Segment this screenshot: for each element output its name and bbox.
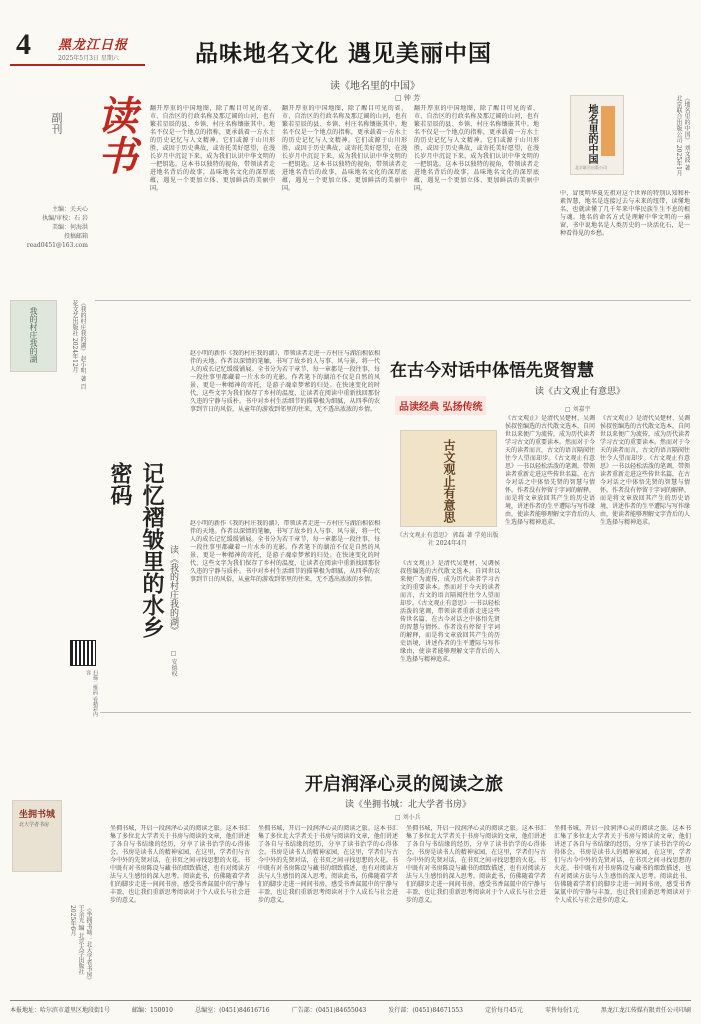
book-cover-top: [570, 95, 624, 175]
ad-title: 品读经典 弘扬传统: [395, 396, 486, 415]
bottom-caption-text: 《坐拥书城：北大学者书房》 王余光 编 北京大学出版社 2025年6月: [69, 905, 92, 983]
book-cover-mid: [400, 430, 497, 527]
big-label: 读书: [91, 95, 138, 175]
banner-subhead: 读《地名里的中国》: [330, 81, 420, 92]
section-big-label: [78, 95, 138, 175]
footer-price: 定价每月45元: [485, 1007, 523, 1014]
left-subtitle-text: 读《我的村庄我的湖》: [168, 545, 178, 635]
qr-caption: [68, 670, 98, 720]
left-caption-text: 《我的村庄我的湖》 赵小明 著 百花文艺出版社 2024年12月: [71, 300, 86, 390]
left-byline-text: □ 安德权: [170, 650, 177, 677]
date: 2025年5月3日: [58, 55, 99, 62]
bottom-article-title: 开启润泽心灵的阅读之旅: [305, 774, 503, 795]
issue-date: [58, 53, 119, 62]
book-cover-bottom: [12, 800, 62, 872]
masthead-rule: [10, 64, 145, 66]
bottom-article-subtitle: 读《坐拥书城：北大学者书房》: [345, 800, 472, 810]
bottom-cover-title: 坐拥书城: [19, 810, 56, 820]
section-sub-label: [50, 112, 64, 134]
cover-title: 地名里的中国: [586, 104, 597, 164]
banner-byline: □ 钟 芳: [395, 94, 421, 102]
cover-caption-top: [630, 95, 690, 177]
mid-cover-title: 古文观止有意思: [442, 439, 456, 523]
bottom-article-body-3: 坐拥书城，开启一段润泽心灵的阅读之旅。这本书汇集了多位北大学者关于书房与阅读的文章，他们讲述了各自与书结缘的经历，分享了读书治学的心得体会。书房是读书人的精神家园，在这里，学者们与古今中外的先贤对话，在书页之间寻找思想的火花。书中既有对书房陈设与藏书的细致描述，也有对阅读方法与人生感悟的深入思考。阅读此书，仿佛随着学者们的脚步走进一间间书房，感受书香氤氲中的宁静与丰盈，也让我们重新思考阅读对于个人成长与社会进步的意义。: [406, 825, 546, 904]
sub-label: 副刊: [50, 112, 63, 134]
left-title-text: 记忆褶皱里的水乡密码: [107, 462, 165, 638]
weekday: 星期六: [100, 55, 119, 62]
bottom-article-body: 坐拥书城，开启一段润泽心灵的阅读之旅。这本书汇集了多位北大学者关于书房与阅读的文章，他们讲述了各自与书结缘的经历，分享了读书治学的心得体会。书房是读书人的精神家园，在这里，学者们与古今中外的先贤对话，在书页之间寻找思想的火花。书中既有对书房陈设与藏书的细致描述，也有对阅读方法与人生感悟的深入思考。阅读此书，仿佛随着学者们的脚步走进一间间书房，感受书香氤氲中的宁静与丰盈，也让我们重新思考阅读对于个人成长与社会进步的意义。: [110, 825, 250, 904]
editor-line: 主编：关天心: [51, 206, 88, 213]
editor-info: [8, 205, 88, 250]
mid-article-body-2: 《古文观止》是清代吴楚材、吴调侯叔侄编选的古代散文选本，自问世以来便广为流传，成为历代读者学习古文的重要读本。然而对于今天的读者而言，古文的语言隔阂往往令人望而却步。《古文观止有意思》一书以轻松活泼的笔调，带领读者重新走进这些传世名篇，在古今对话之中体悟先贤的智慧与情怀。作者没有停留于字词的解释，而是将文章放回其产生的历史语境，讲述作者的生平遭际与写作缘由，使读者能够理解文字背后的人生选择与精神追求。: [505, 415, 595, 526]
footer-rule: [10, 1000, 691, 1001]
footer-postcode: 邮编：150010: [132, 1007, 173, 1014]
mid-article-subtitle: 读《古文观止有意思》: [535, 387, 626, 397]
left-article-byline: [166, 650, 178, 677]
footer: [10, 1005, 691, 1014]
editor-line: 投稿邮箱: [63, 233, 88, 240]
divider-mid: [100, 712, 691, 713]
cover-publisher: 北京联合出版公司: [575, 165, 607, 170]
left-article-body: 赵小明的新作《我的村庄我的湖》，带领读者走进一方村庄与湖泊相依相伴的天地。作者以深情的笔触，书写了故乡的人与事、风与景，将一代人的成长记忆缓缓铺展。全书分为若干章节，每一章都是一段往事，每一段往事里都藏着一片水乡的光影。作者笔下的湖泊不仅是自然的风景，更是一种精神的寄托，是游子魂牵梦萦的归处。在快速变化的时代，这些文字为我们保存了乡村的温度，让读者在阅读中重新找回那份久违的宁静与质朴。书中对乡村生活细节的描摹极为细腻，从四季的农事到节日的风俗，从童年的游戏到邻里的往来，无不透出浓浓的乡情。: [190, 350, 380, 413]
banner-body-col2: 翻开厚重的中国地图，除了醒目可见的省、市、自治区的行政名称及那辽阔的山河，也有繁若星辰的县、乡镇、村庄名称镶嵌其中。地名不仅是一个地点的指称，更承载着一方水土的历史记忆与人文精神。它们或源于山川形胜，或因于历史典故，或寄托美好愿望，在漫长岁月中沉淀下来，成为我们认识中华文明的一把钥匙。这本书以独特的视角，带领读者走进地名背后的故事，品味地名文化的深厚底蕴，遇见一个更加立体、更加鲜活的美丽中国。: [282, 105, 407, 192]
cover-caption-text: 《地名里的中国》 刘文波 著 北京联合出版公司 2025年1月: [675, 95, 690, 176]
editor-line: 执编/审校：石 岩: [42, 215, 88, 222]
mid-article-byline: □ 刘嘉宇: [565, 406, 591, 413]
editor-line: read0451@163.com: [26, 242, 88, 249]
left-article-title: [100, 462, 168, 642]
page-number: 4: [16, 28, 31, 61]
divider-top: [95, 300, 691, 301]
bottom-article-body-2: 坐拥书城，开启一段润泽心灵的阅读之旅。这本书汇集了多位北大学者关于书房与阅读的文章，他们讲述了各自与书结缘的经历，分享了读书治学的心得体会。书房是读书人的精神家园，在这里，学者们与古今中外的先贤对话，在书页之间寻找思想的火花。书中既有对书房陈设与藏书的细致描述，也有对阅读方法与人生感悟的深入思考。阅读此书，仿佛随着学者们的脚步走进一间间书房，感受书香氤氲中的宁静与丰盈，也让我们重新思考阅读对于个人成长与社会进步的意义。: [258, 825, 398, 904]
editor-line: 美编：何海洪: [51, 224, 88, 231]
qr-code[interactable]: [70, 640, 96, 666]
left-article-body-2: 赵小明的新作《我的村庄我的湖》，带领读者走进一方村庄与湖泊相依相伴的天地。作者以深情的笔触，书写了故乡的人与事、风与景，将一代人的成长记忆缓缓铺展。全书分为若干章节，每一章都是一段往事，每一段往事里都藏着一片水乡的光影。作者笔下的湖泊不仅是自然的风景，更是一种精神的寄托，是游子魂牵梦萦的归处。在快速变化的时代，这些文字为我们保存了乡村的温度，让读者在阅读中重新找回那份久违的宁静与质朴。书中对乡村生活细节的描摹极为细腻，从四季的农事到节日的风俗，从童年的游戏到邻里的往来，无不透出浓浓的乡情。: [190, 520, 380, 583]
footer-address: 本报地址：哈尔滨市道里区地段街1号: [10, 1007, 110, 1014]
cover-accent: [601, 106, 615, 156]
left-article-subtitle: [166, 545, 180, 645]
footer-editorial-phone: 总编室：(0451)84616716: [195, 1007, 270, 1014]
footer-ad-phone: 广告部：(0451)84655043: [291, 1007, 367, 1014]
qr-caption-text: 扫描二维码 看精彩内容: [85, 670, 98, 717]
book-cover-left: [10, 300, 57, 372]
footer-retail: 零售每份1元: [544, 1007, 579, 1014]
bottom-article-byline: □ 刘小兵: [395, 814, 421, 821]
mid-article-body-3: 《古文观止》是清代吴楚材、吴调侯叔侄编选的古代散文选本，自问世以来便广为流传，成为历代读者学习古文的重要读本。然而对于今天的读者而言，古文的语言隔阂往往令人望而却步。《古文观止有意思》一书以轻松活泼的笔调，带领读者重新走进这些传世名篇，在古今对话之中体悟先贤的智慧与情怀。作者没有停留于字词的解释，而是将文章放回其产生的历史语境，讲述作者的生平遭际与写作缘由，使读者能够理解文字背后的人生选择与精神追求。: [600, 415, 690, 526]
banner-headline: 品味地名文化 遇见美丽中国: [195, 41, 493, 67]
right-column-text: 中，冒度明华夏先祖对这个世界的特别认知和朴素智慧，地名是连接过去与未来的纽带，读懂地名，也就读懂了几千年来中华民族生生不息的根与魂。地名的命名方式是理解中华文明的一扇窗，书中说地名是人类历史的一块活化石，是一种看得见的乡愁。: [560, 190, 690, 237]
bottom-cover-subtitle: 北大学者书房: [19, 822, 50, 828]
mid-cover-caption: 《古文观止有意思》 郭磊 著 学苑出版社 2024年4月: [396, 532, 499, 547]
mid-article-title: 在古今对话中体悟先贤智慧: [390, 361, 594, 381]
mid-article-body: 《古文观止》是清代吴楚材、吴调侯叔侄编选的古代散文选本，自问世以来便广为流传，成为历代读者学习古文的重要读本。然而对于今天的读者而言，古文的语言隔阂往往令人望而却步。《古文观止有意思》一书以轻松活泼的笔调，带领读者重新走进这些传世名篇，在古今对话之中体悟先贤的智慧与情怀。作者没有停留于字词的解释，而是将文章放回其产生的历史语境，讲述作者的生平遭际与写作缘由，使读者能够理解文字背后的人生选择与精神追求。: [400, 560, 500, 663]
bottom-article-body-4: 坐拥书城，开启一段润泽心灵的阅读之旅。这本书汇集了多位北大学者关于书房与阅读的文章，他们讲述了各自与书结缘的经历，分享了读书治学的心得体会。书房是读书人的精神家园，在这里，学者们与古今中外的先贤对话，在书页之间寻找思想的火花。书中既有对书房陈设与藏书的细致描述，也有对阅读方法与人生感悟的深入思考。阅读此书，仿佛随着学者们的脚步走进一间间书房，感受书香氤氲中的宁静与丰盈，也让我们重新思考阅读对于个人成长与社会进步的意义。: [554, 825, 691, 904]
bottom-cover-caption: [66, 905, 92, 990]
left-cover-title: 我的村庄我的湖: [29, 307, 38, 363]
paper-name: 黑龙江日报: [58, 38, 129, 53]
banner-body-col3: 翻开厚重的中国地图，除了醒目可见的省、市、自治区的行政名称及那辽阔的山河，也有繁若星辰的县、乡镇、村庄名称镶嵌其中。地名不仅是一个地点的指称，更承载着一方水土的历史记忆与人文精神。它们或源于山川形胜，或因于历史典故，或寄托美好愿望，在漫长岁月中沉淀下来，成为我们认识中华文明的一把钥匙。这本书以独特的视角，带领读者走进地名背后的故事，品味地名文化的深厚底蕴，遇见一个更加立体、更加鲜活的美丽中国。: [414, 105, 539, 192]
footer-distribution-phone: 发行部：(0451)84671553: [388, 1007, 463, 1014]
footer-printer: 黑龙江龙江传媒有限责任公司印刷: [600, 1007, 691, 1014]
banner-body: 翻开厚重的中国地图，除了醒目可见的省、市、自治区的行政名称及那辽阔的山河，也有繁若星辰的县、乡镇、村庄名称镶嵌其中。地名不仅是一个地点的指称，更承载着一方水土的历史记忆与人文精神。它们或源于山川形胜，或因于历史典故，或寄托美好愿望，在漫长岁月中沉淀下来，成为我们认识中华文明的一把钥匙。这本书以独特的视角，带领读者走进地名背后的故事，品味地名文化的深厚底蕴，遇见一个更加立体、更加鲜活的美丽中国。: [150, 105, 275, 192]
left-cover-caption: [66, 300, 86, 390]
